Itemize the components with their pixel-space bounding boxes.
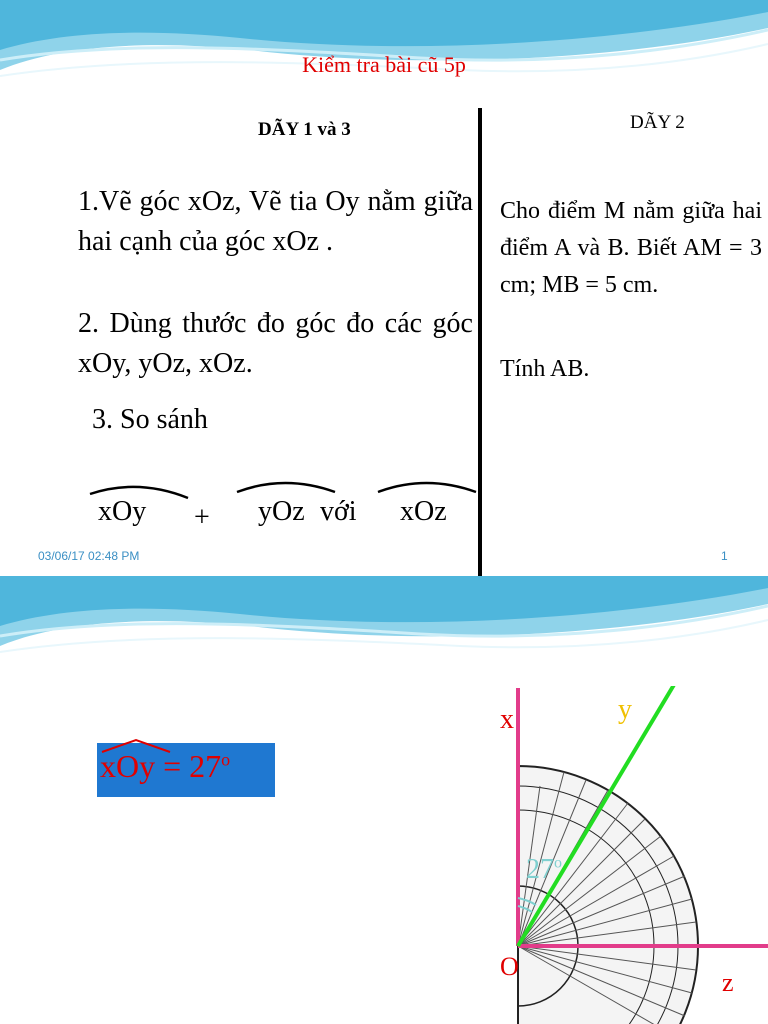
- left-column-header: DÃY 1 và 3: [258, 119, 351, 140]
- slide-title: Kiểm tra bài cũ 5p: [302, 52, 466, 77]
- label-x: x: [500, 704, 514, 735]
- angle-xoz: xOz: [400, 496, 447, 527]
- angle-yoz: yOz: [258, 496, 305, 527]
- right-column-header: DÃY 2: [630, 112, 685, 133]
- question-3: 3. So sánh: [92, 404, 208, 435]
- equation-text: xOy = 27: [100, 748, 222, 784]
- angle-xoy: xOy: [98, 496, 147, 527]
- angle-hat-icon: [376, 478, 478, 498]
- column-divider: [478, 108, 482, 576]
- angle-value: 27: [526, 854, 554, 885]
- plus-sign: +: [194, 502, 210, 533]
- angle-hat-icon: [235, 478, 337, 498]
- with-word: với: [320, 496, 357, 527]
- angle-value-label: [526, 854, 562, 886]
- slide-2: [0, 576, 768, 1024]
- right-task: Tính AB.: [500, 356, 590, 382]
- question-2: 2. Dùng thước đo góc đo các góc xOy, yOz, xOz.: [78, 308, 473, 379]
- header-wave-decoration: [0, 0, 768, 100]
- footer-date: 03/06/17 02:48 PM: [38, 549, 140, 563]
- angle-equation: [100, 748, 230, 785]
- label-z: z: [722, 968, 734, 997]
- question-1: 1.Vẽ góc xOz, Vẽ tia Oy nằm giữa hai cạnh của góc xOz .: [78, 186, 473, 257]
- footer-page-number: 1: [721, 549, 728, 563]
- label-y: y: [618, 694, 632, 725]
- label-o: O: [500, 952, 519, 981]
- degree-symbol: o: [221, 749, 231, 770]
- right-problem: Cho điểm M nằm giữa hai điểm A và B. Biết AM = 3 cm; MB = 5 cm.: [500, 198, 762, 298]
- angle-degree: o: [554, 854, 562, 872]
- header-wave-decoration: [0, 576, 768, 676]
